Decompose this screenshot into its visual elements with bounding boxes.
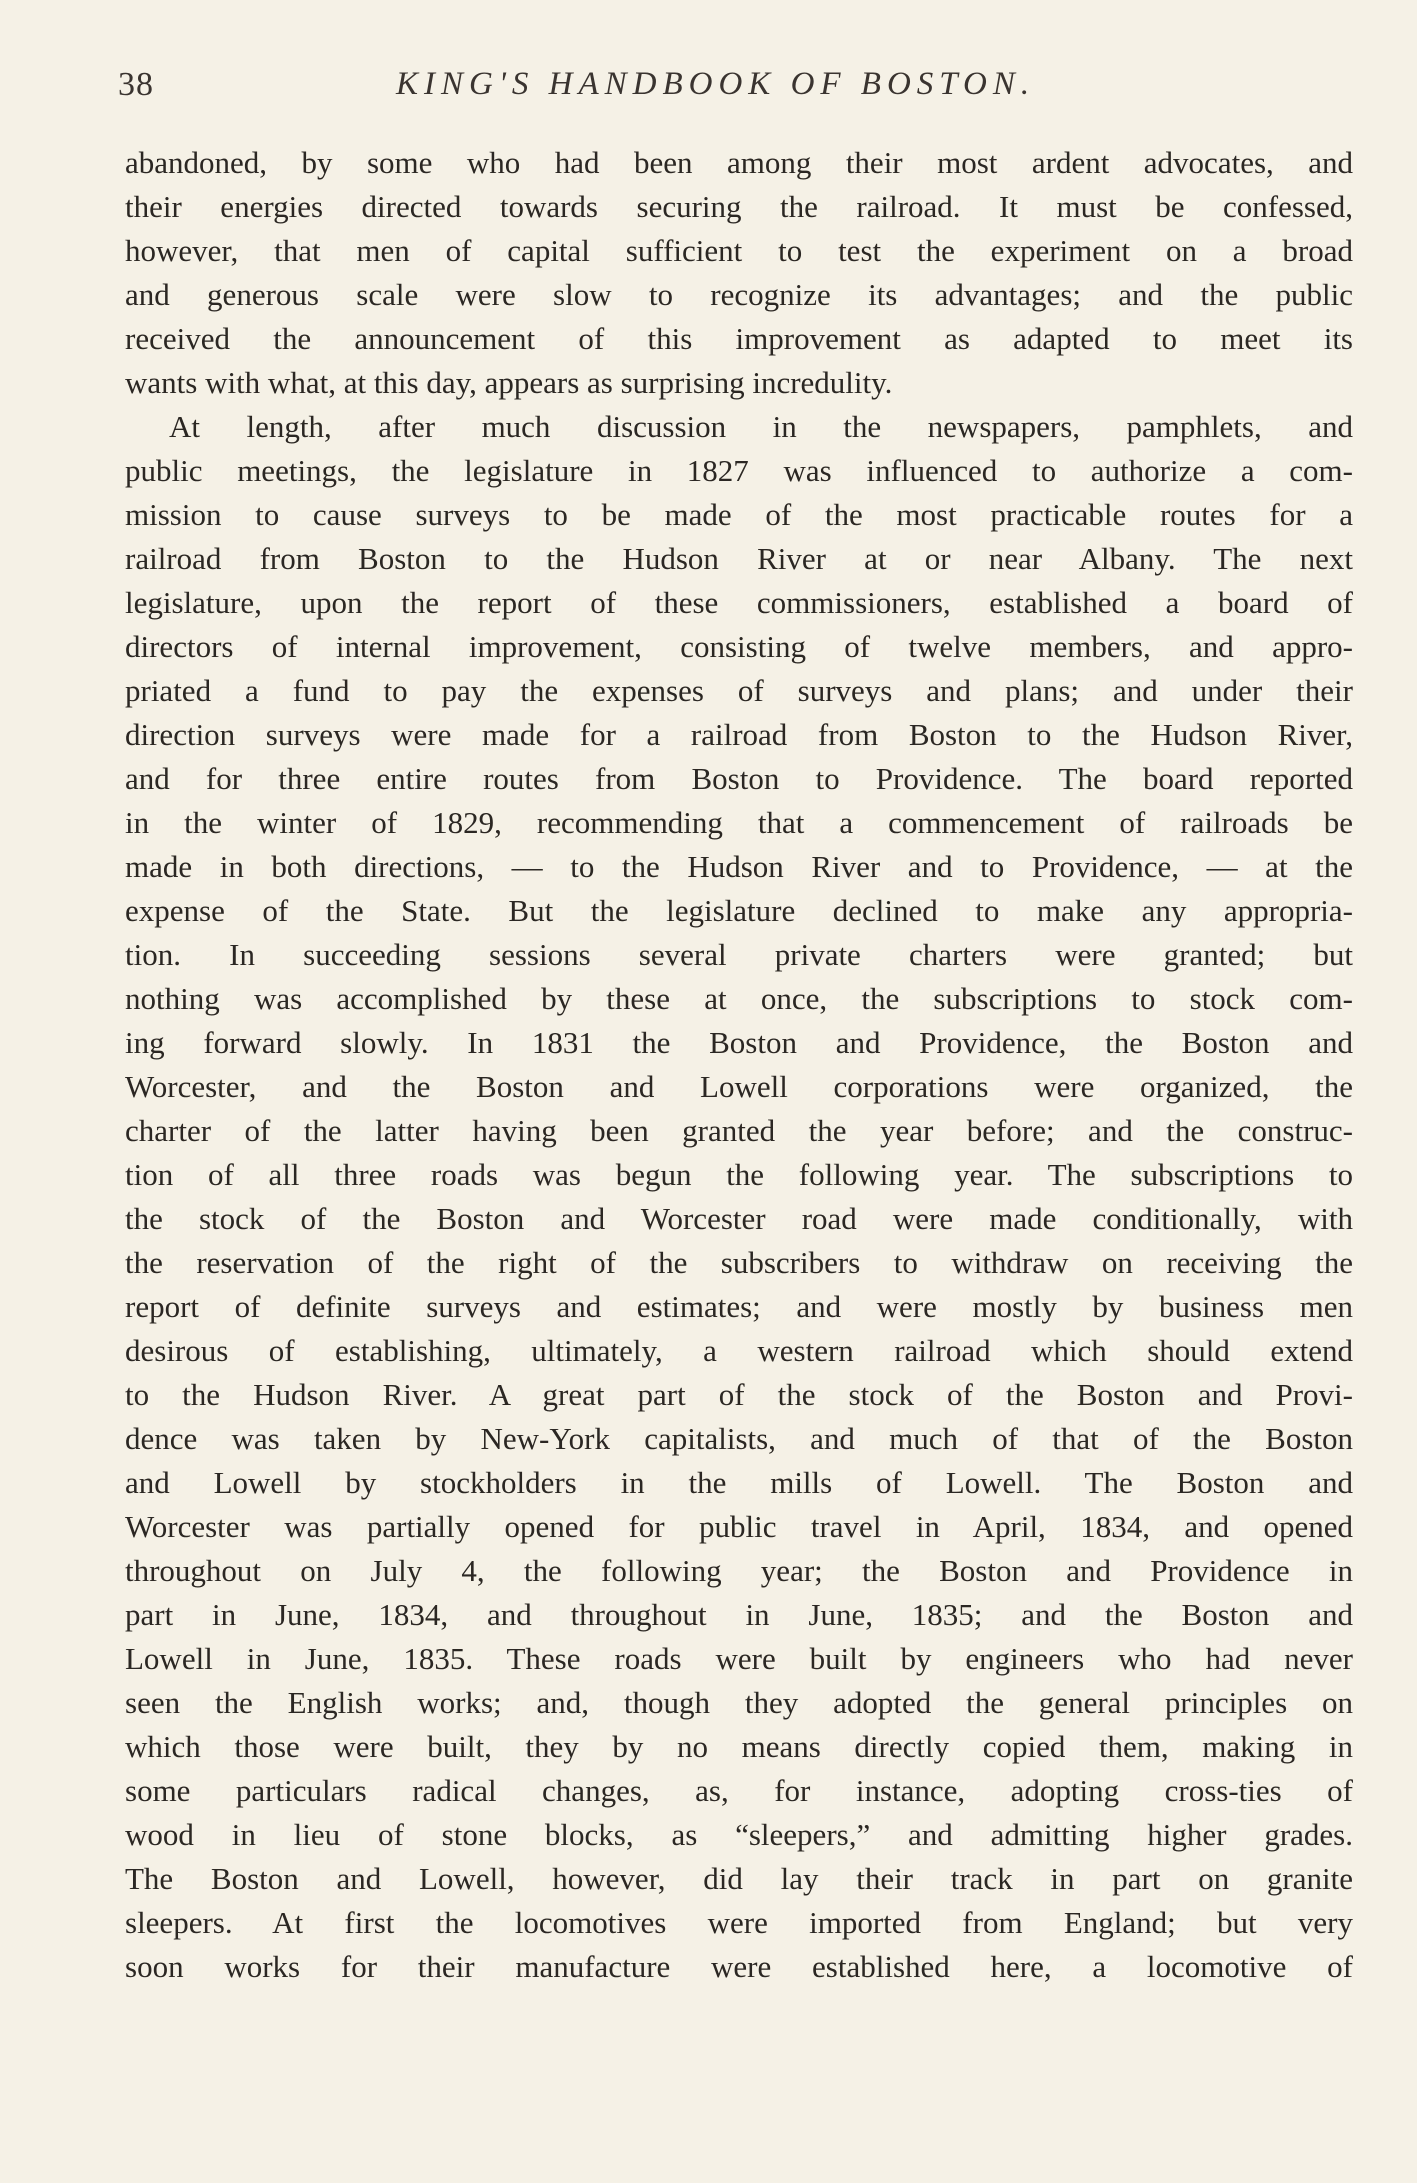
text-line: tion of all three roads was begun the following year. The subscriptions to [125,1157,1353,1192]
text-line: mission to cause surveys to be made of the most practicable routes for a [125,497,1353,532]
text-line: the reservation of the right of the subscribers to withdraw on receiving the [125,1245,1353,1280]
text-line: legislature, upon the report of these commissioners, established a board of [125,585,1353,620]
text-line: report of definite surveys and estimates; and were mostly by business men [125,1289,1353,1324]
text-line: throughout on July 4, the following year; the Boston and Providence in [125,1553,1353,1588]
text-line: nothing was accomplished by these at once, the subscriptions to stock com- [125,981,1353,1016]
running-title: KING'S HANDBOOK OF BOSTON. [396,66,1036,102]
text-line: soon works for their manufacture were established here, a locomotive of [125,1949,1353,1984]
text-line: sleepers. At first the locomotives were imported from England; but very [125,1905,1353,1940]
text-line: however, that men of capital sufficient to test the experiment on a broad [125,233,1353,268]
text-line: and for three entire routes from Boston to Providence. The board reported [125,761,1353,796]
running-head [118,66,1353,116]
text-line: and Lowell by stockholders in the mills of Lowell. The Boston and [125,1465,1353,1500]
text-line: directors of internal improvement, consisting of twelve members, and appro- [125,629,1353,664]
text-line: expense of the State. But the legislature declined to make any appropria- [125,893,1353,928]
text-line: Worcester was partially opened for public travel in April, 1834, and opened [125,1509,1353,1544]
text-line: charter of the latter having been granted the year before; and the construc- [125,1113,1353,1148]
text-line: Lowell in June, 1835. These roads were built by engineers who had never [125,1641,1353,1676]
text-line: priated a fund to pay the expenses of surveys and plans; and under their [125,673,1353,708]
text-line: seen the English works; and, though they adopted the general principles on [125,1685,1353,1720]
text-line: public meetings, the legislature in 1827 was influenced to authorize a com- [125,453,1353,488]
text-line: some particulars radical changes, as, for instance, adopting cross-ties of [125,1773,1353,1808]
text-line: desirous of establishing, ultimately, a western railroad which should extend [125,1333,1353,1368]
text-line: their energies directed towards securing the railroad. It must be confessed, [125,189,1353,224]
text-line: the stock of the Boston and Worcester road were made conditionally, with [125,1201,1353,1236]
text-line: The Boston and Lowell, however, did lay their track in part on granite [125,1861,1353,1896]
body-text [125,141,1353,1989]
text-line: Worcester, and the Boston and Lowell corporations were organized, the [125,1069,1353,1104]
text-line: tion. In succeeding sessions several private charters were granted; but [125,937,1353,972]
text-line: wants with what, at this day, appears as surprising incredulity. [125,365,893,400]
text-line: made in both directions, — to the Hudson River and to Providence, — at the [125,849,1353,884]
text-line: in the winter of 1829, recommending that a commencement of railroads be [125,805,1353,840]
text-line: dence was taken by New-York capitalists, and much of that of the Boston [125,1421,1353,1456]
text-line: and generous scale were slow to recognize its advantages; and the public [125,277,1353,312]
text-line: abandoned, by some who had been among their most ardent advocates, and [125,145,1353,180]
text-line: to the Hudson River. A great part of the stock of the Boston and Provi- [125,1377,1353,1412]
text-line: wood in lieu of stone blocks, as “sleepers,” and admitting higher grades. [125,1817,1353,1852]
text-line: direction surveys were made for a railroad from Boston to the Hudson River, [125,717,1353,752]
text-line: received the announcement of this improvement as adapted to meet its [125,321,1353,356]
text-line: which those were built, they by no means directly copied them, making in [125,1729,1353,1764]
text-line: railroad from Boston to the Hudson River at or near Albany. The next [125,541,1353,576]
text-line: ing forward slowly. In 1831 the Boston and Providence, the Boston and [125,1025,1353,1060]
text-line: part in June, 1834, and throughout in June, 1835; and the Boston and [125,1597,1353,1632]
page-number: 38 [118,66,154,103]
text-line: At length, after much discussion in the newspapers, pamphlets, and [169,409,1353,444]
